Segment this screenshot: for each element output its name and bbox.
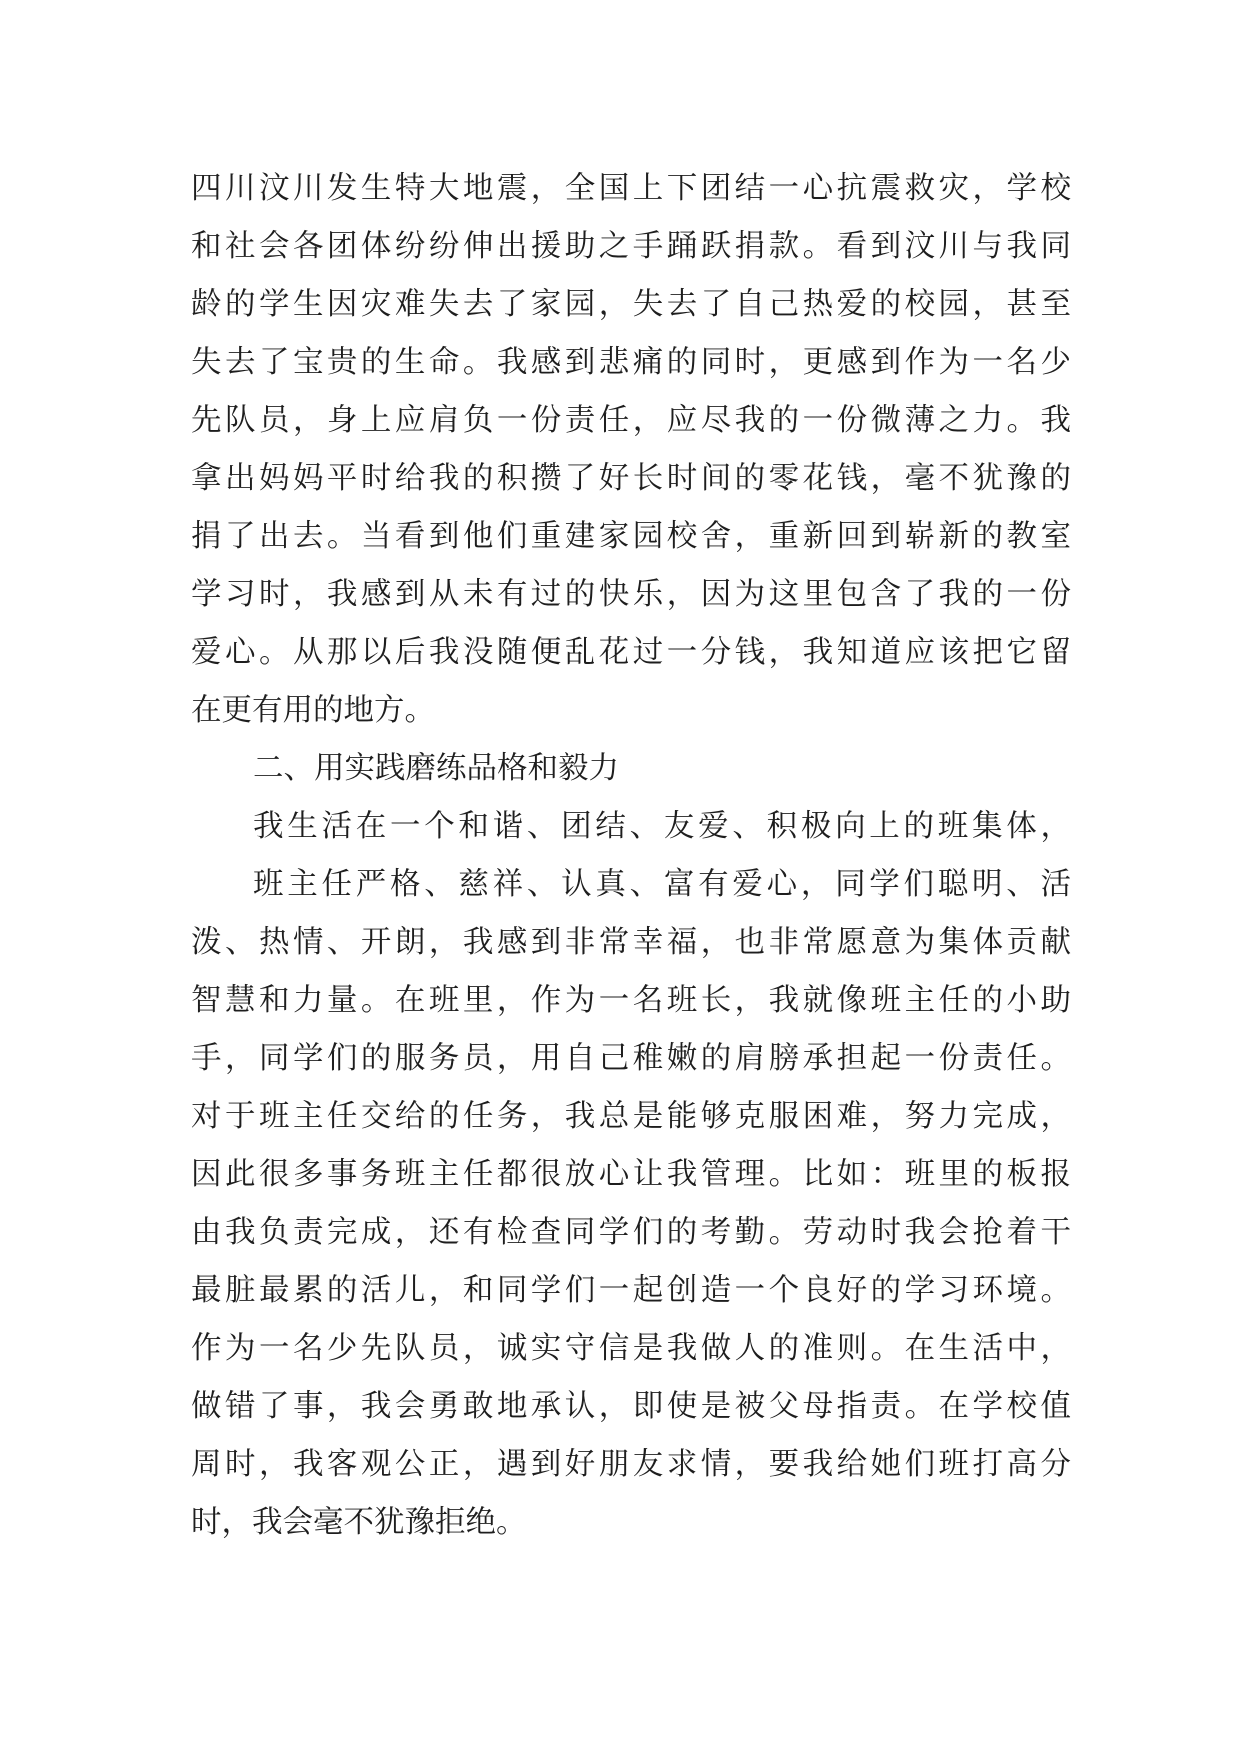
- text-line: 作为一名少先队员，诚实守信是我做人的准则。在生活中，: [191, 1331, 1071, 1366]
- text-line: 学习时，我感到从未有过的快乐，因为这里包含了我的一份: [191, 577, 1071, 612]
- text-line: 捐了出去。当看到他们重建家园校舍，重新回到崭新的教室: [191, 519, 1071, 554]
- text-line: 最脏最累的活儿，和同学们一起创造一个良好的学习环境。: [191, 1273, 1071, 1308]
- text-line: 周时，我客观公正，遇到好朋友求情，要我给她们班打高分: [191, 1447, 1071, 1482]
- text-line: 龄的学生因灾难失去了家园，失去了自己热爱的校园，甚至: [191, 287, 1071, 322]
- text-line: 班主任严格、慈祥、认真、富有爱心，同学们聪明、活: [253, 867, 1071, 902]
- text-line: 失去了宝贵的生命。我感到悲痛的同时，更感到作为一名少: [191, 345, 1071, 380]
- text-line: 先队员，身上应肩负一份责任，应尽我的一份微薄之力。我: [191, 403, 1071, 438]
- text-line: 爱心。从那以后我没随便乱花过一分钱，我知道应该把它留: [191, 635, 1071, 670]
- body-text: [191, 160, 1071, 1552]
- text-line: 时，我会毫不犹豫拒绝。: [191, 1505, 527, 1540]
- text-line: 我生活在一个和谐、团结、友爱、积极向上的班集体，: [253, 809, 1071, 844]
- text-line: 对于班主任交给的任务，我总是能够克服困难，努力完成，: [191, 1099, 1071, 1134]
- section-heading: 二、用实践磨练品格和毅力: [253, 751, 619, 786]
- text-line: 智慧和力量。在班里，作为一名班长，我就像班主任的小助: [191, 983, 1071, 1018]
- text-line: 四川汶川发生特大地震，全国上下团结一心抗震救灾，学校: [191, 171, 1071, 206]
- text-line: 泼、热情、开朗，我感到非常幸福，也非常愿意为集体贡献: [191, 925, 1071, 960]
- text-line: 在更有用的地方。: [191, 693, 435, 728]
- text-line: 做错了事，我会勇敢地承认，即使是被父母指责。在学校值: [191, 1389, 1071, 1424]
- text-line: 拿出妈妈平时给我的积攒了好长时间的零花钱，毫不犹豫的: [191, 461, 1071, 496]
- text-line: 由我负责完成，还有检查同学们的考勤。劳动时我会抢着干: [191, 1215, 1071, 1250]
- text-line: 和社会各团体纷纷伸出援助之手踊跃捐款。看到汶川与我同: [191, 229, 1071, 264]
- text-line: 手，同学们的服务员，用自己稚嫩的肩膀承担起一份责任。: [191, 1041, 1071, 1076]
- text-line: 因此很多事务班主任都很放心让我管理。比如：班里的板报: [191, 1157, 1071, 1192]
